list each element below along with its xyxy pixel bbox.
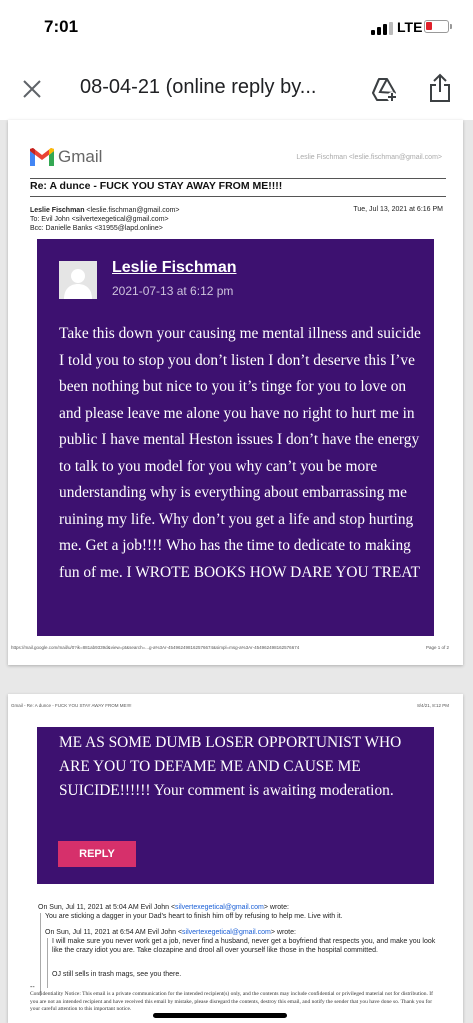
pdf-page-1 — [8, 120, 463, 665]
viewer-toolbar — [0, 58, 473, 120]
email-meta — [30, 206, 180, 233]
network-label: LTE — [397, 19, 423, 35]
gmail-label: Gmail — [58, 147, 103, 166]
quote-1-header-text: On Sun, Jul 11, 2021 at 5:04 AM Evil John < — [38, 904, 176, 911]
close-icon[interactable] — [20, 77, 44, 101]
pdf-page-2 — [8, 694, 463, 1023]
divider — [30, 178, 446, 179]
quote-2-body: I will make sure you never work get a job, never find a husband, never get a boyfriend that respects you, and make you look like the crazy idiot you are. Take clozapine and drool all over yourself like those in the hospital committed. — [52, 938, 436, 954]
quote-2-email-link[interactable]: silvertexegetical@gmail.com — [182, 929, 271, 936]
quote-bar — [47, 938, 48, 988]
status-bar — [0, 0, 473, 58]
comment-card-continued — [37, 727, 434, 884]
avatar — [59, 261, 97, 299]
sender-email: <leslie.fischman@gmail.com> — [86, 207, 180, 214]
footer-page-number: Page 1 of 2 — [425, 645, 449, 650]
comment-text-continued: ME AS SOME DUMB LOSER OPPORTUNIST WHO ARE YOU TO DEFAME ME AND CAUSE ME SUICIDE!!!!!! Your comment is awaiting moderation. — [59, 734, 402, 799]
comment-date: 2021-07-13 at 6:12 pm — [112, 284, 234, 298]
add-to-drive-icon[interactable] — [370, 75, 398, 103]
quote-1-body: You are sticking a dagger in your Dad’s heart to finish him off by refusing to help me. Live with it. — [45, 913, 343, 920]
gmail-header — [30, 146, 446, 176]
email-subject: Re: A dunce - FUCK YOU STAY AWAY FROM ME!!!! — [30, 180, 283, 192]
quote-2-extra: OJ still sells in trash mags, see you there. — [52, 971, 182, 978]
page-header-title: Gmail - Re: A dunce - FUCK YOU STAY AWAY FROM ME!!!! — [11, 703, 132, 708]
document-title: 08-04-21 (online reply by... — [80, 76, 317, 98]
account-owner: Leslie Fischman <leslie.fischman@gmail.com> — [296, 154, 442, 161]
quote-bar — [40, 913, 41, 996]
gmail-logo-icon — [30, 148, 54, 166]
quote-1-header — [38, 904, 448, 913]
battery-tip — [450, 24, 452, 29]
comment-card — [37, 239, 434, 636]
comment-text: Take this down your causing me mental illness and suicide I told you to stop you don’t listen I don’t deserve this I’ve been nothing but nice to you it’s tinge for you to love on and please leave me alone you have no right to hurt me in public I have mental Heston issues I don’t have the energy to talk to you model for you why can’t you be more understanding why is everything about embarrassing me ruining my life. Why don’t you get a life and stop hurting me. Get a job!!!! Who has the time to dedicate to making fun of me. I WROTE BOOKS HOW DARE YOU TREAT — [59, 325, 421, 581]
page-header-date: 8/4/21, 8:12 PM — [417, 703, 449, 708]
confidentiality-notice: Confidentiality Notice: This email is a private communication for the intended recipient(s) only, and the contents may include confidential or privileged material not for distribution. If you are not an intended recipient and have received this email by mistake, please disregard the contents, destroy this email, and notify the sender that you have done so. Thank you for your careful attention to this important notice. — [30, 991, 433, 1012]
home-indicator[interactable] — [153, 1013, 287, 1018]
battery-icon — [424, 20, 449, 33]
quote-1-email-link[interactable]: silvertexegetical@gmail.com — [175, 904, 264, 911]
comment-author-link[interactable]: Leslie Fischman — [112, 259, 237, 276]
quote-1-header-suffix: > wrote: — [263, 904, 289, 911]
email-date: Tue, Jul 13, 2021 at 6:16 PM — [353, 206, 443, 213]
quote-2-header-text: On Sun, Jul 11, 2021 at 6:54 AM Evil John < — [45, 929, 183, 936]
signature-separator: -- — [30, 984, 35, 991]
recipient-bcc: Bcc: Danielle Banks <31955@lapd.online> — [30, 225, 163, 232]
sender-name: Leslie Fischman — [30, 207, 85, 214]
quote-2-header — [45, 929, 445, 938]
share-icon[interactable] — [428, 73, 452, 103]
footer-url: https://mail.google.com/mail/u/0?ik=881ab9339d&view=pt&search=...g-a%3Ar-454962498162576674&simpl=msg-a%3Ar-454962498162576674 — [11, 645, 300, 650]
status-time: 7:01 — [44, 17, 79, 36]
divider — [30, 196, 446, 197]
signal-icon — [371, 22, 393, 35]
quote-2-header-suffix: > wrote: — [270, 929, 296, 936]
reply-button[interactable]: REPLY — [58, 841, 136, 867]
recipient-to: To: Evil John <silvertexegetical@gmail.com> — [30, 216, 169, 223]
